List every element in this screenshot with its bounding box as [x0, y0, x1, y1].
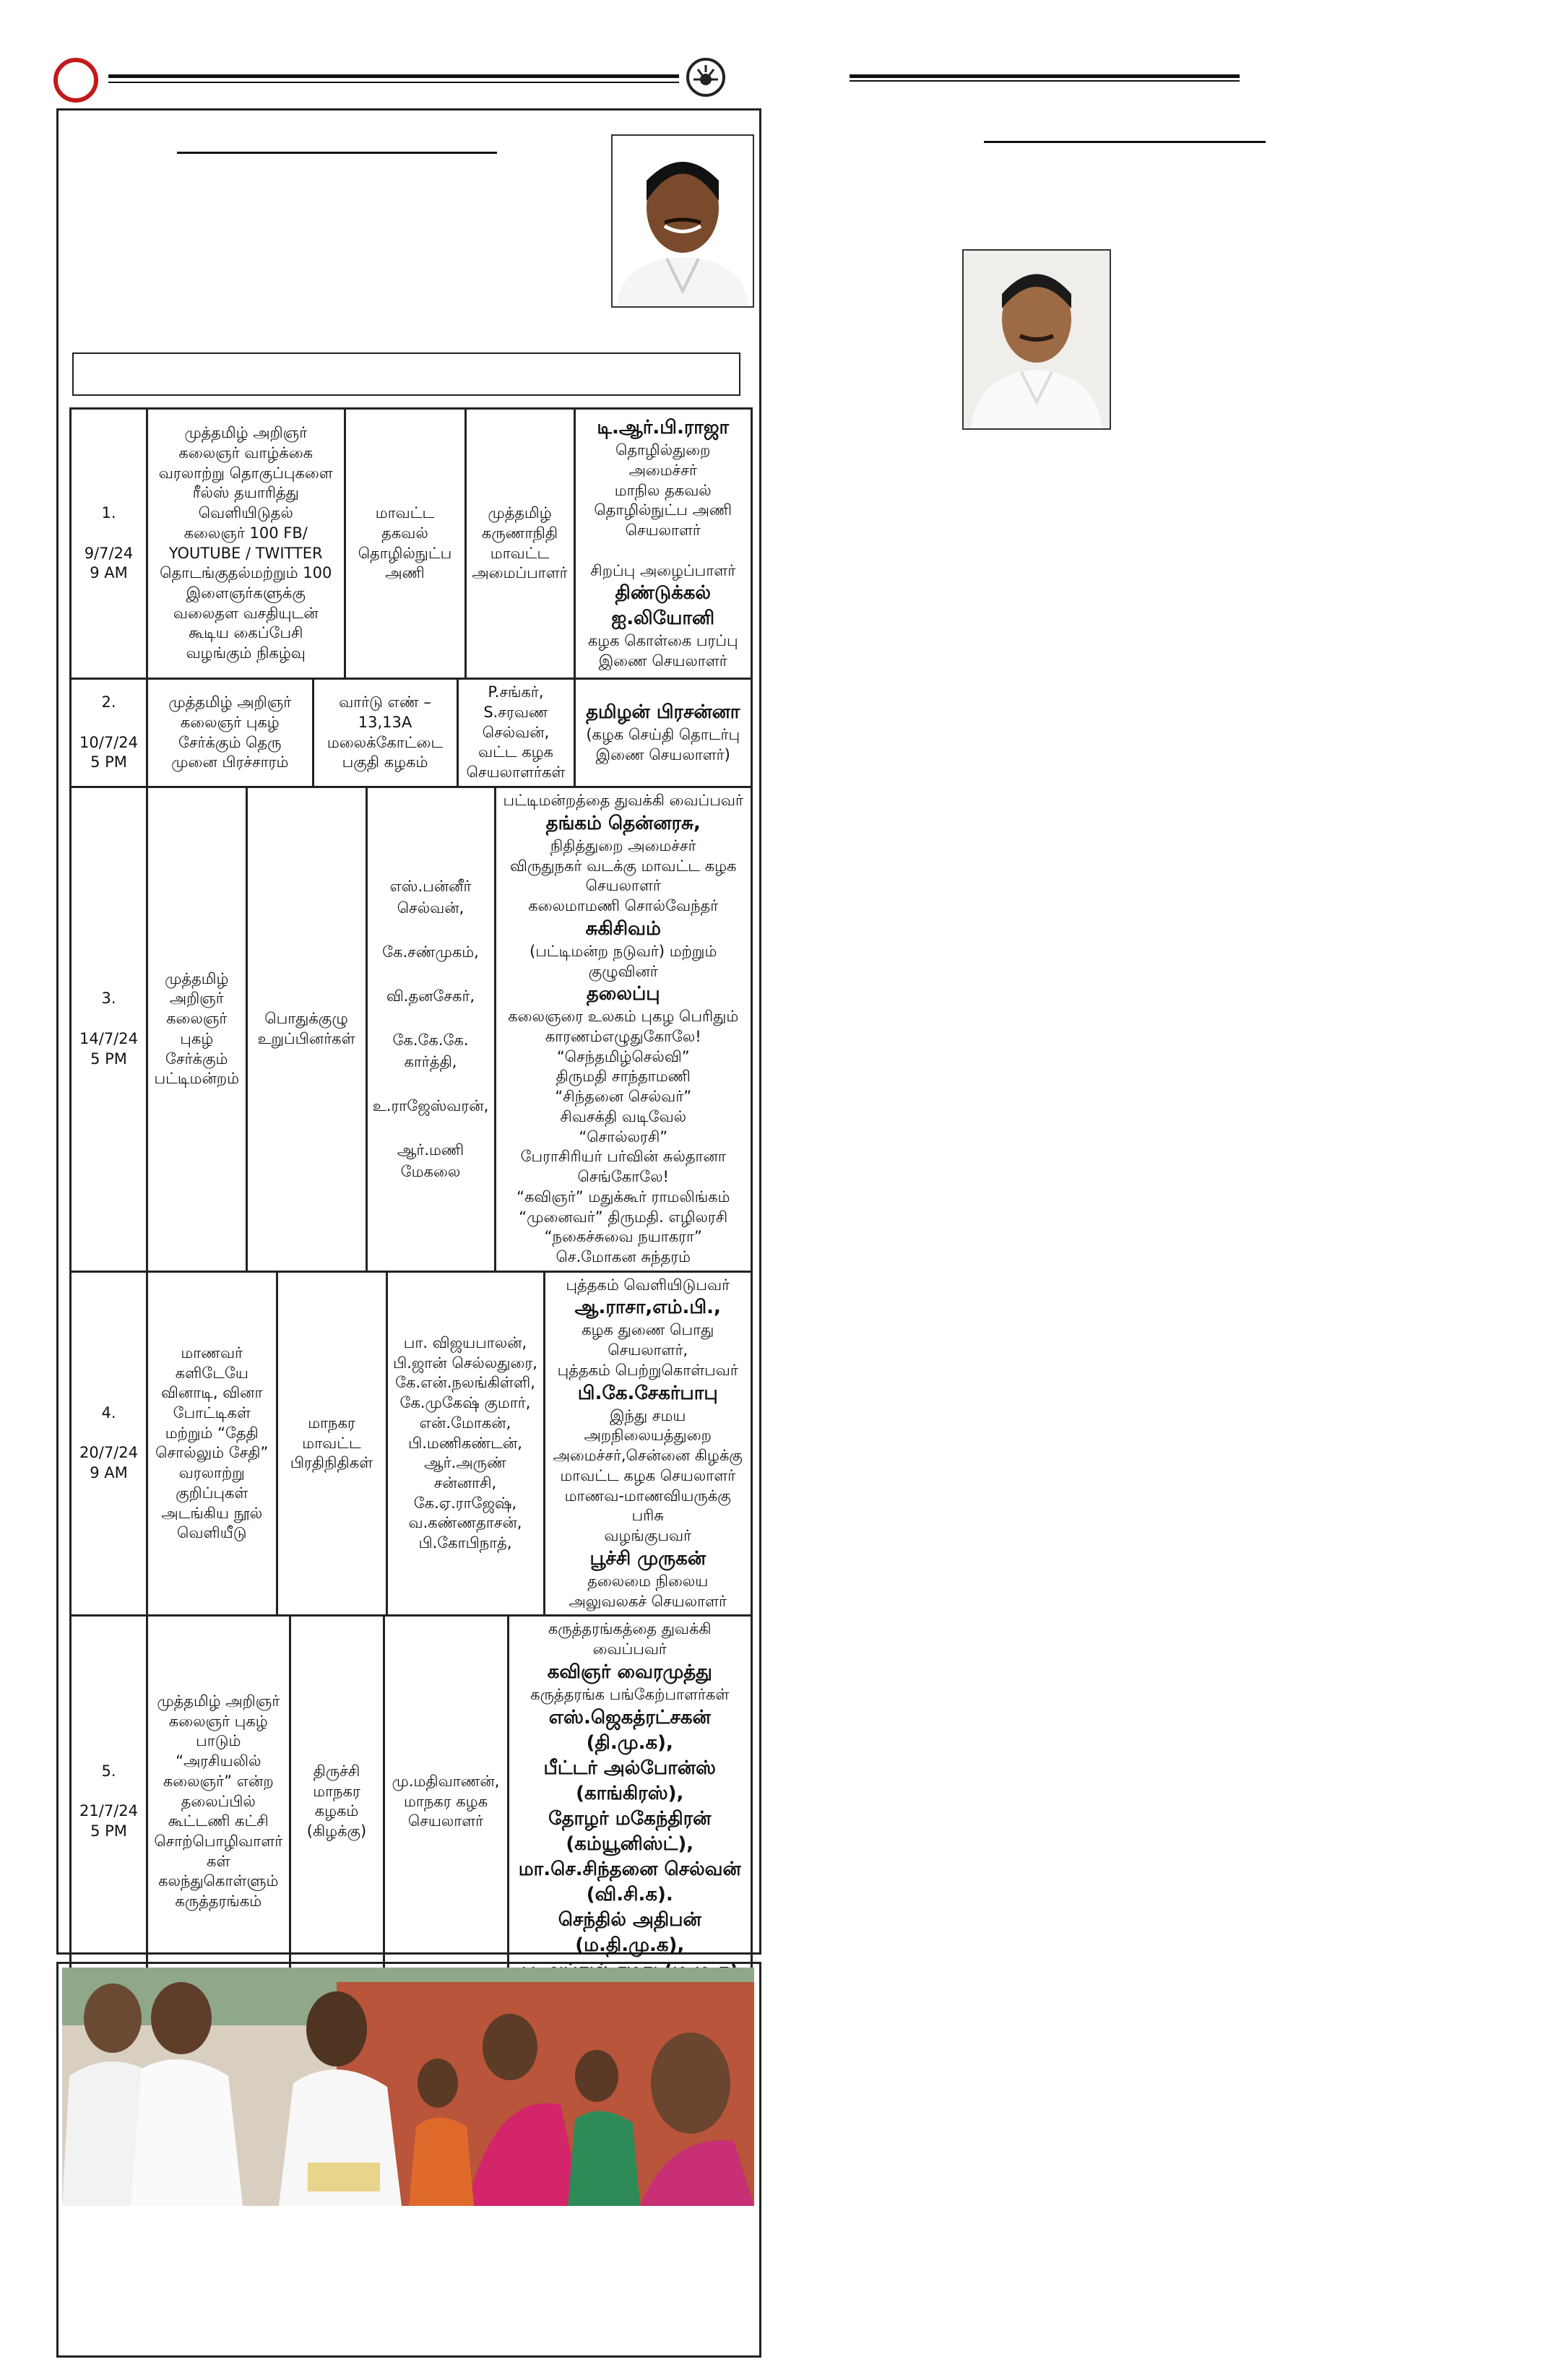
guest-detail: மாணவ-மாணவியருக்கு பரிசு	[564, 1487, 731, 1525]
guest-detail: செயலாளர்	[625, 522, 701, 540]
portrait-photo-right	[962, 249, 1111, 430]
guest-detail: தொழில்துறை அமைச்சர்	[615, 441, 711, 479]
guest-detail: இந்து சமய அறநிலையத்துறை	[584, 1406, 712, 1445]
guest-name: (காங்கிரஸ்),	[576, 1782, 684, 1804]
guest-detail: “சொல்லரசி”	[579, 1128, 668, 1146]
organizer-cell: மு.மதிவாணன், மாநகர கழக செயலாளர்	[384, 1617, 508, 1986]
guest-detail: செயலாளர்,	[608, 1341, 688, 1359]
guest-detail: கழக கொள்கை பரப்பு	[587, 632, 738, 650]
schedule-table	[69, 407, 753, 1989]
guest-detail	[580, 541, 747, 561]
guest-detail: நிதித்துறை அமைச்சர்	[550, 836, 696, 854]
guest-detail: செயலாளர்	[585, 877, 661, 895]
guest-detail: (பட்டிமன்ற நடுவர்) மற்றும் குழுவினர்	[530, 942, 717, 980]
guest-detail: இணை செயலாளர்	[598, 652, 727, 670]
guest-detail: “முனைவர்” திருமதி. எழிலரசி	[519, 1208, 728, 1226]
guest-detail: “செந்தமிழ்செல்வி”	[556, 1047, 690, 1065]
guest-name: தலைப்பு	[586, 983, 660, 1005]
party-emblem-icon	[686, 58, 725, 97]
table-heading-box	[72, 352, 740, 396]
row-index-cell: 4. 20/7/24 9 AM	[71, 1271, 147, 1616]
organizer-cell: முத்தமிழ் கருணாநிதி மாவட்ட அமைப்பாளர்	[465, 410, 574, 678]
event-photo	[62, 1968, 754, 2206]
guest-name: ஆ.ராசா,எம்.பி.,	[574, 1297, 721, 1319]
guest-detail: “சிந்தனை செல்வர்”	[555, 1088, 692, 1106]
guest-detail: கலைமாமணி சொல்வேந்தர்	[528, 896, 719, 914]
guest-detail: வழங்குபவர்	[604, 1527, 692, 1545]
guest-name: செந்தில் அதிபன் (ம.தி.மு.க),	[558, 1909, 701, 1957]
guest-detail: “கவிஞர்” மதுக்கூர் ராமலிங்கம்	[517, 1187, 730, 1206]
table-row	[71, 679, 752, 787]
right-sub-rule	[984, 141, 1266, 143]
guest-detail: மாநில தகவல்	[614, 481, 712, 499]
guest-name: தமிழன் பிரசன்னா	[586, 701, 740, 724]
guest-detail: (கழக செய்தி தொடர்பு	[586, 726, 740, 744]
guests-cell	[574, 680, 751, 786]
guest-detail: கருத்தரங்க பங்கேற்பாளர்கள்	[530, 1685, 730, 1703]
guest-detail: தொழில்நுட்ப அணி	[594, 501, 732, 519]
guest-detail: புத்தகம் பெற்றுகொள்பவர்	[557, 1361, 738, 1379]
guest-name: பீட்டர் அல்போன்ஸ்	[543, 1757, 716, 1779]
header-rule-top	[108, 74, 679, 78]
organizer-cell: எஸ்.பன்னீர் செல்வன், கே.சண்முகம், வி.தனசேகர், கே.கே.கே. கார்த்தி, உ.ராஜேஸ்வரன், ஆர்.மணி மேகலை	[366, 788, 495, 1271]
guest-detail: காரணம்எழுதுகோலே!	[545, 1028, 701, 1046]
guest-name: (கம்யூனிஸ்ட்),	[566, 1833, 694, 1855]
guests-cell	[574, 410, 751, 678]
guest-name: பி.கே.சேகர்பாபு	[577, 1382, 718, 1404]
guest-name: தங்கம் தென்னரசு,	[545, 812, 701, 834]
portrait-photo-top	[611, 134, 754, 308]
guest-detail: விருதுநகர் வடக்கு மாவட்ட கழக	[510, 857, 737, 875]
guests-cell	[544, 1273, 751, 1615]
event-cell: முத்தமிழ் அறிஞர் கலைஞர் புகழ் சேர்க்கும் பட்டிமன்றம்	[148, 788, 246, 1271]
guest-name: கவிஞர் வைரமுத்து	[547, 1661, 712, 1683]
venue-cell: பொதுக்குழு உறுப்பினர்கள்	[246, 788, 366, 1271]
red-circle-emblem	[53, 58, 98, 103]
article-title-rule	[177, 152, 497, 154]
table-row	[71, 787, 752, 1272]
event-cell: முத்தமிழ் அறிஞர் கலைஞர் வாழ்க்கை வரலாற்று தொகுப்புகளை ரீல்ஸ் தயாரித்து வெளியிடுதல் கலைஞர் 100 FB/ YOUTUBE / TWITTER தொடங்குதல்மற்றும் 100 இளைஞர்களுக்கு வலைதள வசதியுடன் கூடிய கைப்பேசி வழங்கும் நிகழ்வு	[148, 410, 345, 678]
venue-cell: திருச்சி மாநகர கழகம் (கிழக்கு)	[290, 1617, 384, 1986]
venue-cell: மாநகர மாவட்ட பிரதிநிதிகள்	[277, 1273, 386, 1615]
sun-icon	[689, 61, 722, 94]
guest-name: டி.ஆர்.பி.ராஜா	[597, 417, 730, 439]
right-header-rule-bottom	[850, 80, 1240, 82]
event-cell: முத்தமிழ் அறிஞர் கலைஞர் புகழ் சேர்க்கும் தெரு முனை பிரச்சாரம்	[148, 680, 313, 786]
guest-detail: சிவசக்தி வடிவேல்	[560, 1107, 687, 1125]
guest-detail: கழக துணை பொது	[582, 1321, 714, 1339]
guests-cell	[508, 1617, 751, 1986]
guest-detail: மாவட்ட கழக செயலாளர்	[560, 1466, 736, 1484]
row-index-cell: 3. 14/7/24 5 PM	[71, 787, 147, 1272]
guest-name: சுகிசிவம்	[585, 917, 661, 940]
row-index-cell: 2. 10/7/24 5 PM	[71, 679, 147, 787]
event-cell: மாணவர் களிடேயே வினாடி, வினா போட்டிகள் மற்றும் “தேதி சொல்லும் சேதி” வரலாற்று குறிப்புகள் அடங்கிய நூல் வெளியீடு	[148, 1273, 277, 1615]
guest-detail: பட்டிமன்றத்தை துவக்கி வைப்பவர்	[503, 792, 743, 809]
event-cell: முத்தமிழ் அறிஞர் கலைஞர் புகழ் பாடும் “அரசியலில் கலைஞர்” என்ற தலைப்பில் கூட்டணி கட்சி சொற்பொழிவாளர் கள் கலந்துகொள்ளும் கருத்தரங்கம்	[148, 1617, 290, 1986]
guest-detail: அமைச்சர்,சென்னை கிழக்கு	[553, 1447, 743, 1465]
guest-detail: செ.மோகன சுந்தரம்	[556, 1247, 691, 1265]
row-index-cell: 1. 9/7/24 9 AM	[71, 409, 147, 679]
header-rule-bottom	[108, 82, 679, 83]
guest-detail: இணை செயலாளர்)	[595, 746, 730, 764]
table-row	[71, 1616, 752, 1988]
guest-name: பூச்சி முருகன்	[589, 1547, 706, 1570]
table-row	[71, 1271, 752, 1616]
guest-detail: திருமதி சாந்தாமணி	[556, 1068, 691, 1086]
guest-name: தோழர் மகேந்திரன்	[548, 1807, 712, 1830]
guest-detail: பேராசிரியர் பர்வின் சுல்தானா	[520, 1148, 726, 1166]
guest-name: எஸ்.ஜெகத்ரட்சகன் (தி.மு.க),	[548, 1706, 711, 1754]
guest-detail: “நகைச்சுவை நயாகரா”	[544, 1228, 702, 1246]
guests-cell	[495, 788, 751, 1271]
guest-name: திண்டுக்கல்	[615, 582, 711, 605]
organizer-cell: பா. விஜயபாலன், பி.ஜான் செல்லதுரை, கே.என்.நலங்கிள்ளி, கே.முகேஷ் குமார், என்.மோகன், பி.மணிகண்டன், ஆர்.அருண் சன்னாசி, கே.ஏ.ராஜேஷ், வ.கண்ணதாசன், பி.கோபிநாத்,	[386, 1273, 544, 1615]
venue-cell: மாவட்ட தகவல் தொழில்நுட்ப அணி	[345, 410, 465, 678]
venue-cell: வார்டு எண் – 13,13A மலைக்கோட்டை பகுதி கழகம்	[313, 680, 457, 786]
guest-detail: வைப்பவர்	[592, 1640, 667, 1658]
guest-detail: கருத்தரங்கத்தை துவக்கி	[548, 1620, 712, 1638]
table-row	[71, 409, 752, 679]
guest-detail: சிறப்பு அழைப்பாளர்	[590, 561, 736, 579]
guest-name: (வி.சி.க).	[586, 1884, 673, 1906]
guest-detail: தலைமை நிலைய	[587, 1572, 709, 1590]
organizer-cell: P.சங்கர், S.சரவண செல்வன், வட்ட கழக செயலாளர்கள்	[457, 680, 574, 786]
row-index-cell: 5. 21/7/24 5 PM	[71, 1616, 147, 1988]
guest-name: மா.செ.சிந்தனை செல்வன்	[518, 1858, 741, 1881]
guest-name: ஐ.லியோனி	[611, 607, 715, 630]
guest-detail: செங்கோலே!	[577, 1168, 669, 1186]
guest-detail: அலுவலகச் செயலாளர்	[569, 1592, 727, 1610]
guest-detail: கலைஞரை உலகம் புகழ பெரிதும்	[508, 1008, 739, 1026]
right-header-rule-top	[850, 74, 1240, 78]
guest-detail: புத்தகம் வெளியிடுபவர்	[566, 1276, 730, 1294]
